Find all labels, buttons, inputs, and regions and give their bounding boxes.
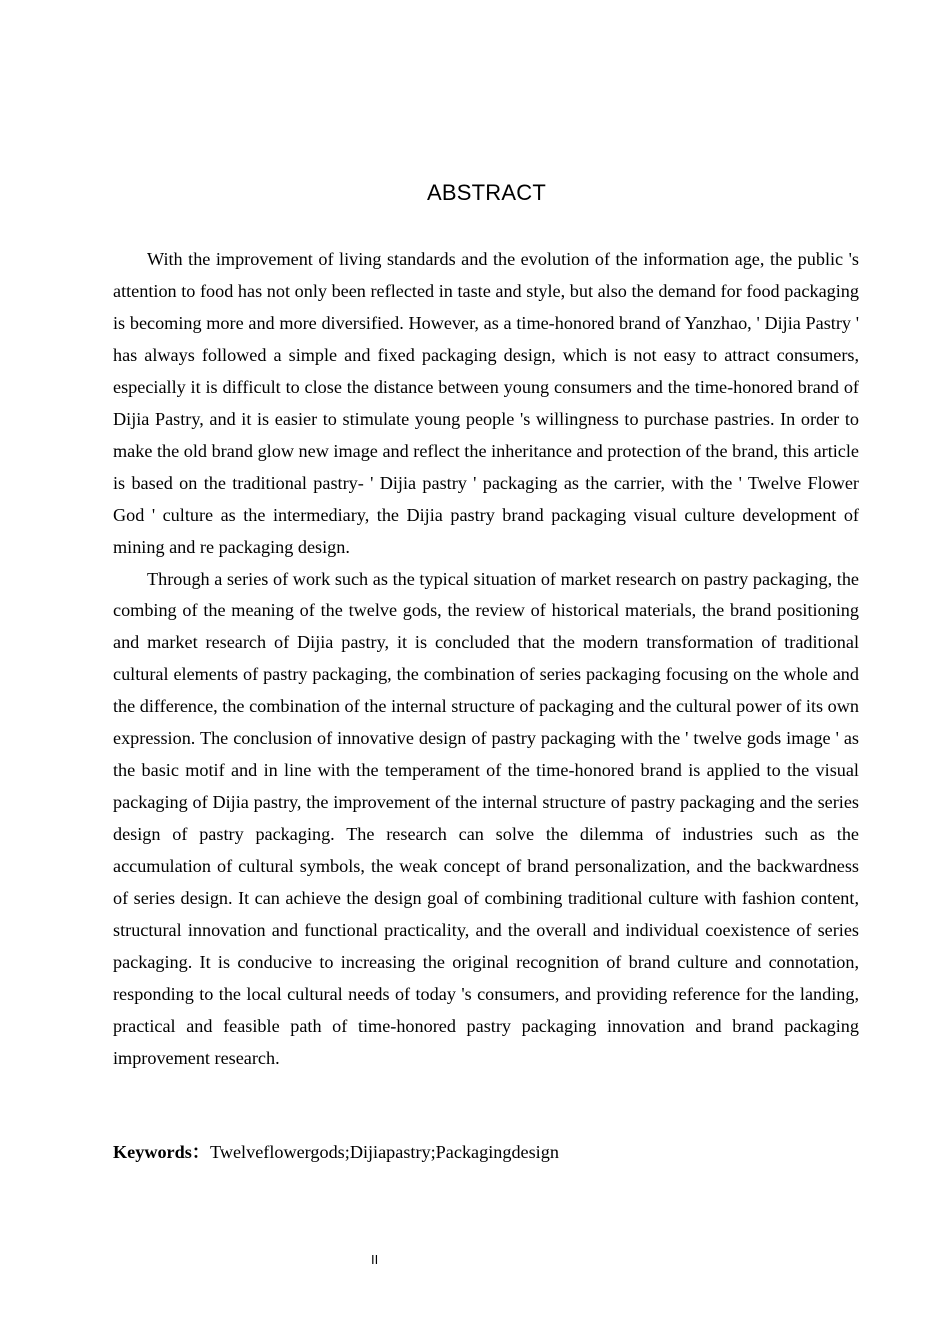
- abstract-title: ABSTRACT: [427, 180, 546, 205]
- keywords-value: Twelveflowergods;Dijiapastry;Packagingdesign: [210, 1142, 559, 1162]
- page-number: II: [371, 1252, 379, 1267]
- keywords-line: [113, 1138, 559, 1164]
- abstract-body: [113, 244, 859, 1075]
- abstract-paragraph-1: With the improvement of living standards and the evolution of the information age, the public 's attention to food has not only been reflected in taste and style, but also the demand for food packaging is becoming more and more diversified. However, as a time-honored brand of Yanzhao, ' Dijia Pastry ' has always followed a simple and fixed packaging design, which is not easy to attract consumers, especially it is difficult to close the distance between young consumers and the time-honored brand of Dijia Pastry, and it is easier to stimulate young people 's willingness to purchase pastries. In order to make the old brand glow new image and reflect the inheritance and protection of the brand, this article is based on the traditional pastry- ' Dijia pastry ' packaging as the carrier, with the ' Twelve Flower God ' culture as the intermediary, the Dijia pastry brand packaging visual culture development of mining and re packaging design.: [113, 249, 859, 557]
- keywords-label: Keywords：: [113, 1142, 210, 1162]
- abstract-paragraph-2: Through a series of work such as the typical situation of market research on pastry packaging, the combing of the meaning of the twelve gods, the review of historical materials, the brand positioning and market research of Dijia pastry, it is concluded that the modern transformation of traditional cultural elements of pastry packaging, the combination of series packaging focusing on the whole and the difference, the combination of the internal structure of packaging and the cultural power of its own expression. The conclusion of innovative design of pastry packaging with the ' twelve gods image ' as the basic motif and in line with the temperament of the time-honored brand is applied to the visual packaging of Dijia pastry, the improvement of the internal structure of pastry packaging and the series design of pastry packaging. The research can solve the dilemma of industries such as the accumulation of cultural symbols, the weak concept of brand personalization, and the backwardness of series design. It can achieve the design goal of combining traditional culture with fashion content, structural innovation and functional practicality, and the overall and individual coexistence of series packaging. It is conducive to increasing the original recognition of brand culture and connotation, responding to the local cultural needs of today 's consumers, and providing reference for the landing, practical and feasible path of time-honored pastry packaging innovation and brand packaging improvement research.: [113, 568, 859, 1068]
